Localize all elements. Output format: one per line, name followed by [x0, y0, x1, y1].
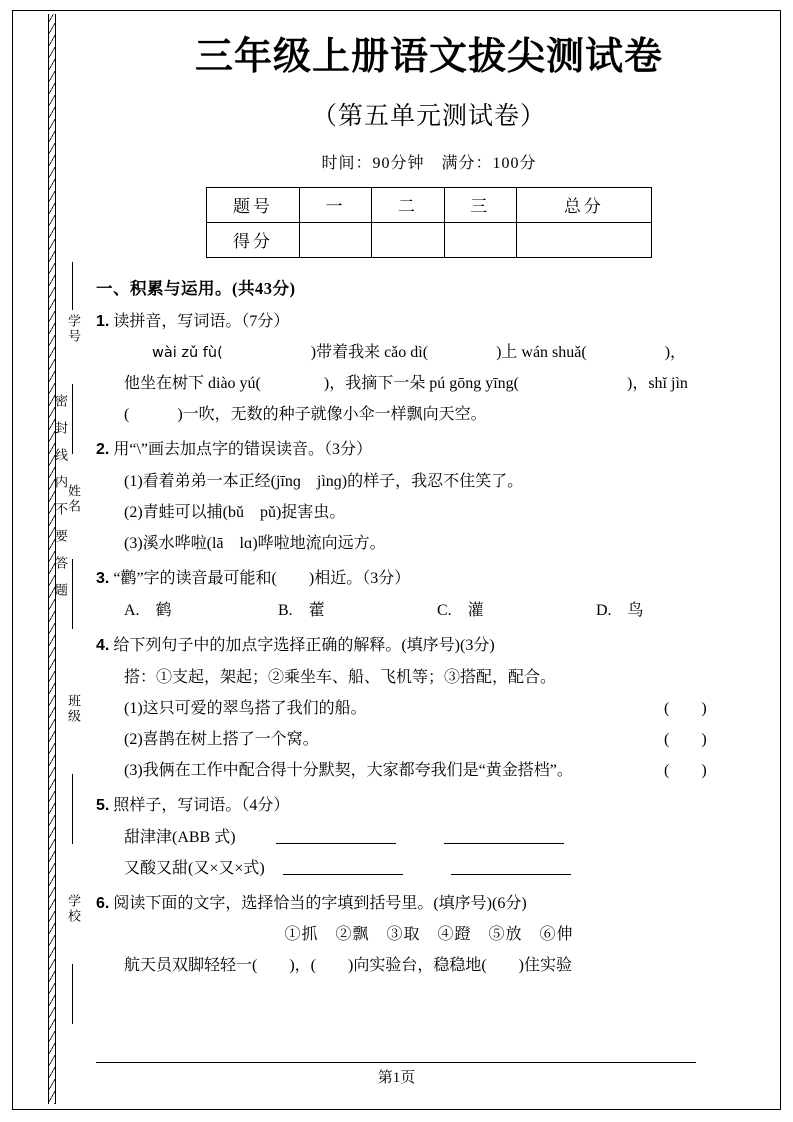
q1-line2-b: )，我摘下一朵 pú gōng yīng( — [323, 375, 519, 393]
table-row — [207, 222, 652, 257]
binding-rule-1 — [72, 262, 73, 310]
question-3-choice-d[interactable]: D. 鸟 — [596, 602, 644, 620]
question-4-item-3 — [124, 759, 762, 783]
score-table-row-label: 得分 — [207, 222, 300, 257]
section-heading: 一、积累与运用。(共43分) — [96, 278, 296, 298]
question-1 — [96, 310, 762, 335]
answer-blank[interactable] — [276, 829, 396, 844]
question-5 — [96, 794, 762, 819]
question-4-item-2 — [124, 728, 762, 752]
question-4-answer-2[interactable]: ( ) — [664, 730, 707, 748]
score-cell-total[interactable] — [516, 222, 651, 257]
question-4-item-1 — [124, 697, 762, 721]
question-3-stem: “鹳”字的读音最可能和( )相近。（3分） — [113, 570, 411, 588]
question-3 — [96, 567, 762, 592]
binding-seal-text: 密封线内不要答题 — [53, 394, 68, 610]
answer-blank[interactable] — [283, 860, 403, 875]
score-cell-1[interactable] — [300, 222, 372, 257]
question-4 — [96, 634, 762, 659]
answer-blank[interactable] — [444, 829, 564, 844]
table-row — [207, 187, 652, 222]
question-3-choice-a[interactable]: A. 鹤 — [124, 602, 172, 620]
page-footer: 第1页 — [377, 1070, 416, 1086]
question-4-answer-1[interactable]: ( ) — [664, 699, 707, 717]
binding-rule-5 — [72, 964, 73, 1024]
question-2-item-3: (3)溪水哗啦(lā lɑ)哗啦地流向远方。 — [124, 535, 386, 553]
footer-divider — [96, 1062, 696, 1063]
question-1-line-1 — [152, 341, 762, 365]
q1-pinyin-a: wài zǔ fù( — [152, 345, 223, 362]
q1-line2-c: )，shǐ jìn — [627, 375, 688, 393]
score-table-header-3: 三 — [444, 187, 516, 222]
score-table-header-2: 二 — [372, 187, 444, 222]
question-4-note: 搭：①支起，架起；②乘坐车、船、飞机等；③搭配，配合。 — [124, 668, 557, 686]
question-6-options: ①抓 ②飘 ③取 ④蹬 ⑤放 ⑥伸 — [284, 926, 574, 944]
binding-rule-3 — [72, 559, 73, 629]
q1-line2-a: 他坐在树下 diào yú( — [124, 375, 261, 393]
question-4-item-3-text: (3)我俩在工作中配合得十分默契，大家都夸我们是“黄金搭档”。 — [124, 761, 573, 779]
question-5-item-2 — [124, 857, 762, 881]
question-2-number: 2. — [96, 441, 110, 459]
q1-text-a: )带着我来 cǎo dì( — [310, 344, 429, 362]
question-2 — [96, 438, 762, 463]
question-6-text: 航天员双脚轻轻一( )，( )向实验台，稳稳地( )住实验 — [124, 957, 572, 975]
question-5-stem: 照样子，写词语。（4分） — [113, 796, 290, 814]
question-3-choice-b[interactable]: B. 藿 — [278, 602, 325, 620]
question-2-item-1: (1)看着弟弟一本正经(jīnɡ jìnɡ)的样子，我忍不住笑了。 — [124, 473, 524, 491]
question-4-answer-3[interactable]: ( ) — [664, 761, 707, 779]
question-1-stem: 读拼音，写词语。（7分） — [113, 312, 290, 330]
exam-content — [96, 24, 762, 978]
q1-text-c: )， — [664, 344, 687, 362]
q1-text-b: )上 wán shuǎ( — [496, 344, 587, 362]
page-subtitle: （第五单元测试卷） — [311, 102, 546, 130]
binding-label-name: 姓名 — [66, 484, 81, 514]
question-2-item-2: (2)青蛙可以捕(bǔ pǔ)捉害虫。 — [124, 504, 346, 522]
time-and-score-line: 时间：90分钟 满分：100分 — [321, 154, 537, 172]
score-table-header-0: 题号 — [207, 187, 300, 222]
question-3-choices — [124, 599, 762, 623]
score-cell-2[interactable] — [372, 222, 444, 257]
question-2-stem: 用“\”画去加点字的错误读音。（3分） — [113, 441, 372, 459]
binding-label-school: 学校 — [66, 894, 81, 924]
score-table-header-1: 一 — [300, 187, 372, 222]
binding-label-class: 班级 — [66, 694, 81, 724]
score-table-header-4: 总分 — [516, 187, 651, 222]
question-1-number: 1. — [96, 312, 110, 330]
question-6 — [96, 892, 762, 917]
question-3-choice-c[interactable]: C. 灌 — [437, 602, 484, 620]
score-table — [206, 187, 652, 258]
question-5-item-2-text: 又酸又甜(又×又×式) — [124, 859, 265, 877]
question-5-item-1 — [124, 826, 762, 850]
question-4-stem: 给下列句子中的加点字选择正确的解释。(填序号)(3分) — [113, 637, 495, 655]
binding-rule-2 — [72, 384, 73, 454]
question-4-item-2-text: (2)喜鹊在树上搭了一个窝。 — [124, 730, 319, 748]
binding-label-student-id: 学号 — [66, 314, 81, 344]
question-5-number: 5. — [96, 796, 110, 814]
question-6-stem: 阅读下面的文字，选择恰当的字填到括号里。(填序号)(6分) — [113, 894, 527, 912]
question-4-item-1-text: (1)这只可爱的翠鸟搭了我们的船。 — [124, 699, 367, 717]
question-1-line-3: ( )一吹，无数的种子就像小伞一样飘向天空。 — [124, 406, 487, 424]
question-6-number: 6. — [96, 894, 110, 912]
binding-strip — [42, 14, 86, 1104]
question-1-line-2 — [124, 372, 762, 396]
question-4-number: 4. — [96, 637, 110, 655]
answer-blank[interactable] — [451, 860, 571, 875]
score-cell-3[interactable] — [444, 222, 516, 257]
question-5-item-1-text: 甜津津(ABB 式) — [124, 828, 236, 846]
binding-rule-4 — [72, 774, 73, 844]
question-3-number: 3. — [96, 570, 110, 588]
page-title: 三年级上册语文拔尖测试卷 — [194, 36, 663, 78]
